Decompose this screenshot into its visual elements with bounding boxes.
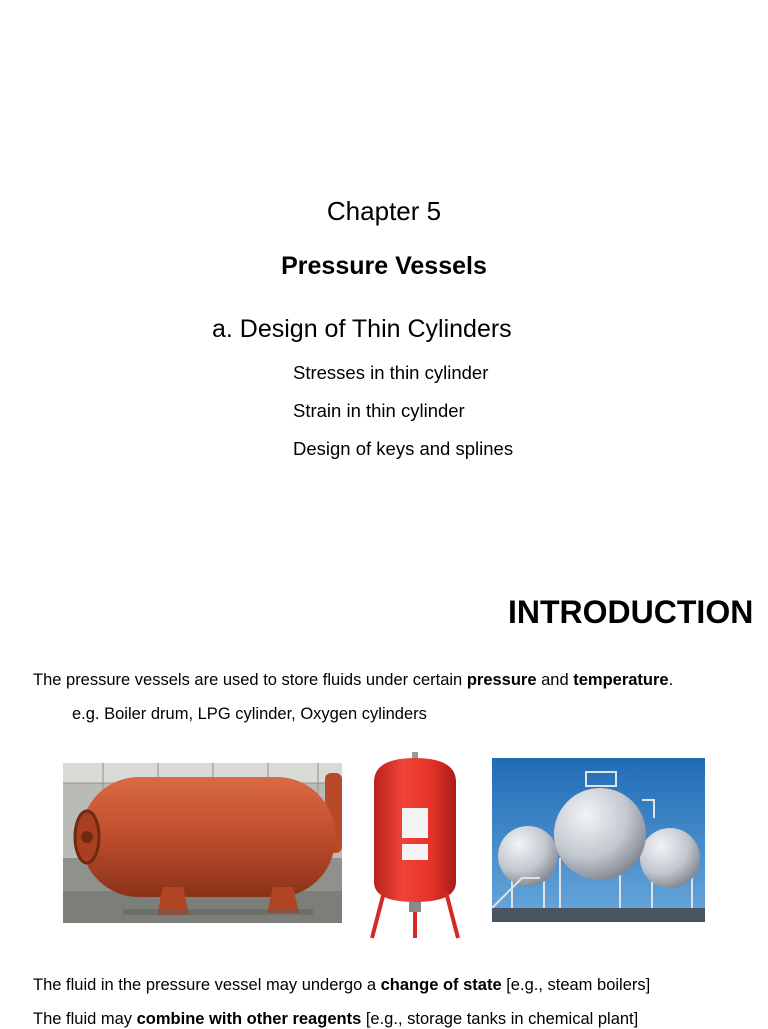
examples-line: e.g. Boiler drum, LPG cylinder, Oxygen cylinders [72,705,427,723]
introduction-heading: INTRODUCTION [508,594,754,630]
spherical-tanks-photo [492,758,705,922]
state-change-line: The fluid in the pressure vessel may undergo a change of state [e.g., steam boilers] [33,976,651,994]
topic-item: Strain in thin cylinder [293,400,465,421]
topic-item: Design of keys and splines [293,438,514,459]
subject-title: Pressure Vessels [281,252,487,280]
horizontal-tank-photo [63,763,342,923]
reagents-line: The fluid may combine with other reagents [e.g., storage tanks in chemical plant] [33,1010,639,1028]
chapter-title: Chapter 5 [326,196,442,226]
section-title: a. Design of Thin Cylinders [212,315,512,343]
expansion-vessel-photo [364,752,466,940]
topic-item: Stresses in thin cylinder [293,362,489,383]
intro-paragraph: The pressure vessels are used to store fluids under certain pressure and temperature. [33,671,674,689]
